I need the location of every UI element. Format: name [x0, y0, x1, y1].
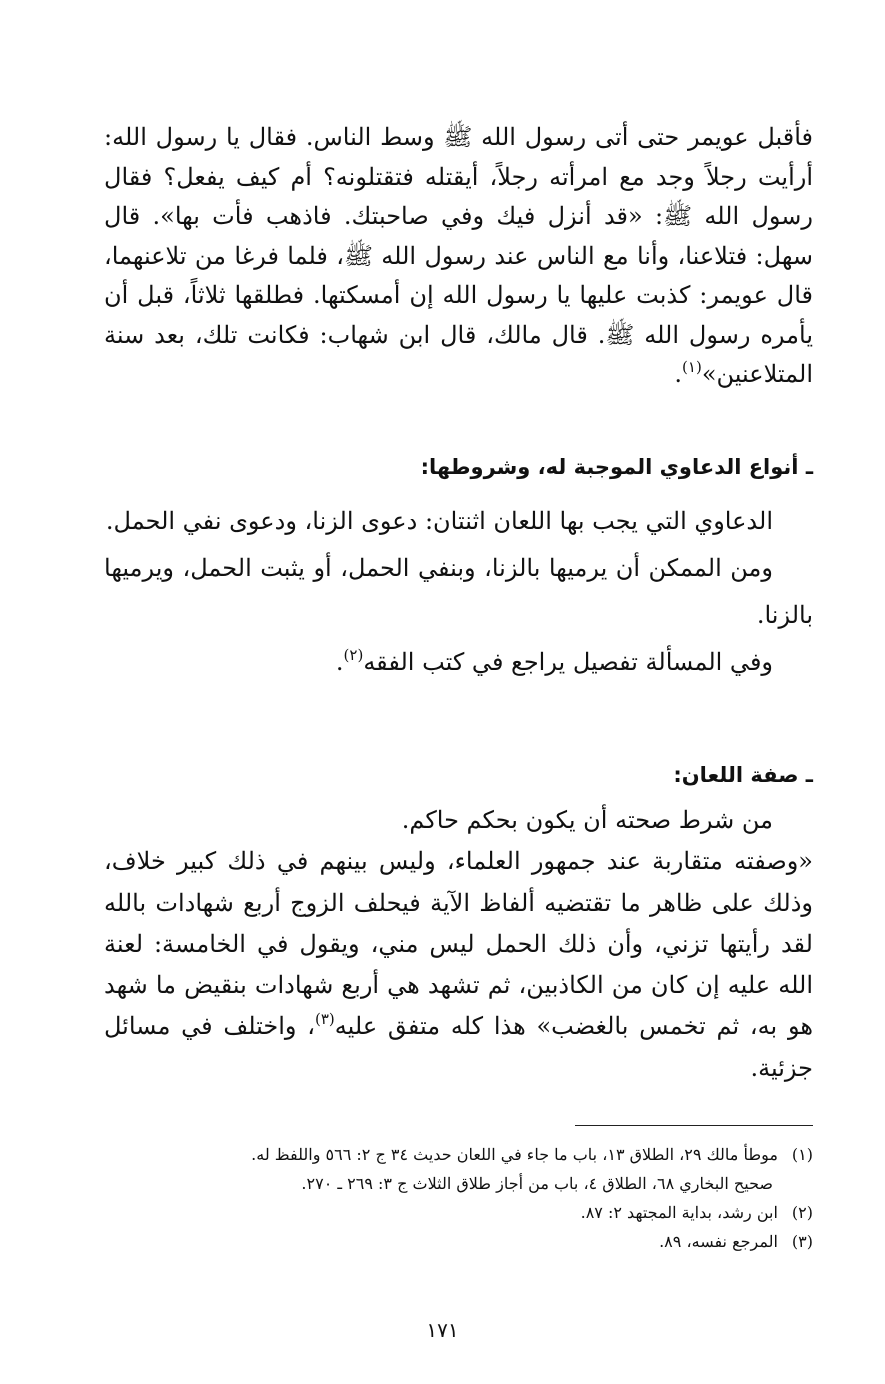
- claims-paragraph-3-text: وفي المسألة تفصيل يراجع في كتب الفقه: [363, 648, 773, 676]
- footnote-divider: [575, 1125, 813, 1126]
- footnote-number: (٣): [791, 1232, 813, 1251]
- section-description-body: [104, 800, 813, 1089]
- claims-paragraph-2: ومن الممكن أن يرميها بالزنا، وبنفي الحمل، أو يثبت الحمل، ويرميها بالزنا.: [104, 554, 813, 629]
- footnote-number: (١): [791, 1145, 813, 1164]
- footnote-ref-2: (٢): [343, 646, 364, 664]
- footnotes-list: [104, 1140, 813, 1256]
- footnote-1-continuation: صحيح البخاري ٦٨، الطلاق ٤، باب من أجاز طلاق الثلاث ج ٣: ٢٦٩ ـ ٢٧٠.: [301, 1174, 773, 1193]
- description-paragraph-2-text: «وصفته متقاربة عند جمهور العلماء، وليس بينهم في ذلك كبير خلاف، وذلك على ظاهر ما تقتضيه ألفاظ الآية فيحلف الزوج أربع شهادات بالله لقد رأيتها تزني، وأن ذلك الحمل ليس مني، ويقول في الخامسة: لعنة الله عليه إن كان من الكاذبين، ثم تشهد هي أربع شهادات بنقيض ما شهد هو به، ثم تخمس بالغضب» هذا كله متفق عليه: [104, 847, 814, 1041]
- section-heading-description: ـ صفة اللعان:: [673, 763, 813, 787]
- footnote-3: [104, 1227, 813, 1256]
- description-paragraph-1: من شرط صحته أن يكون بحكم حاكم.: [401, 806, 773, 834]
- description-paragraph-2-end: ، واختلف في مسائل جزئية.: [104, 1012, 813, 1082]
- paragraph-text: فأقبل عويمر حتى أتى رسول الله ﷺ وسط الناس. فقال يا رسول الله: أرأيت رجلاً وجد مع امرأته رجلاً، أيقتله فتقتلونه؟ أم كيف يفعل؟ فقال رسول الله ﷺ: «قد أنزل فيك وفي صاحبتك. فاذهب فأت بها». قال سهل: فتلاعنا، وأنا مع الناس عند رسول الله ﷺ، فلما فرغا من تلاعنهما، قال عويمر: كذبت عليها يا رسول الله إن أمسكتها. فطلقها ثلاثاً، قبل أن يأمره رسول الله ﷺ. قال مالك، قال ابن شهاب: فكانت تلك، بعد سنة المتلاعنين»: [104, 123, 813, 388]
- description-paragraph-2: [104, 841, 813, 1089]
- claims-paragraph-1: الدعاوي التي يجب بها اللعان اثنتان: دعوى الزنا، ودعوى نفي الحمل.: [105, 507, 773, 535]
- footnote-ref-3: (٣): [314, 1010, 335, 1029]
- section-claims-body: [104, 498, 813, 686]
- footnote-number: (٢): [791, 1203, 813, 1222]
- footnote-1: [104, 1140, 813, 1169]
- section-heading-claims: ـ أنواع الدعاوي الموجبة له، وشروطها:: [420, 455, 813, 479]
- footnote-text: المرجع نفسه، ٨٩.: [659, 1232, 778, 1251]
- page-number: ١٧١: [426, 1318, 459, 1342]
- opening-paragraph: فأقبل عويمر حتى أتى رسول الله ﷺ وسط الناس. فقال يا رسول الله: أرأيت رجلاً وجد مع امرأته رجلاً، أيقتله فتقتلونه؟ أم كيف يفعل؟ فقال رسول الله ﷺ: «قد أنزل فيك وفي صاحبتك. فاذهب فأت بها». قال سهل: فتلاعنا، وأنا مع الناس عند رسول الله ﷺ، فلما فرغا من تلاعنهما، قال عويمر: كذبت عليها يا رسول الله إن أمسكتها. فطلقها ثلاثاً، قبل أن يأمره رسول الله ﷺ. قال مالك، قال ابن شهاب: فكانت تلك، بعد سنة المتلاعنين»$^{(١)}$.: [104, 123, 813, 388]
- claims-paragraph-3: وفي المسألة تفصيل يراجع في كتب الفقه$^{(٢)}$.: [335, 646, 773, 676]
- footnote-2: [104, 1198, 813, 1227]
- footnote-text: ابن رشد، بداية المجتهد ٢: ٨٧.: [580, 1203, 778, 1222]
- footnote-ref-1: (١): [682, 358, 702, 376]
- footnote-text: موطأ مالك ٢٩، الطلاق ١٣، باب ما جاء في اللعان حديث ٣٤ ج ٢: ٥٦٦ واللفظ له.: [251, 1145, 778, 1164]
